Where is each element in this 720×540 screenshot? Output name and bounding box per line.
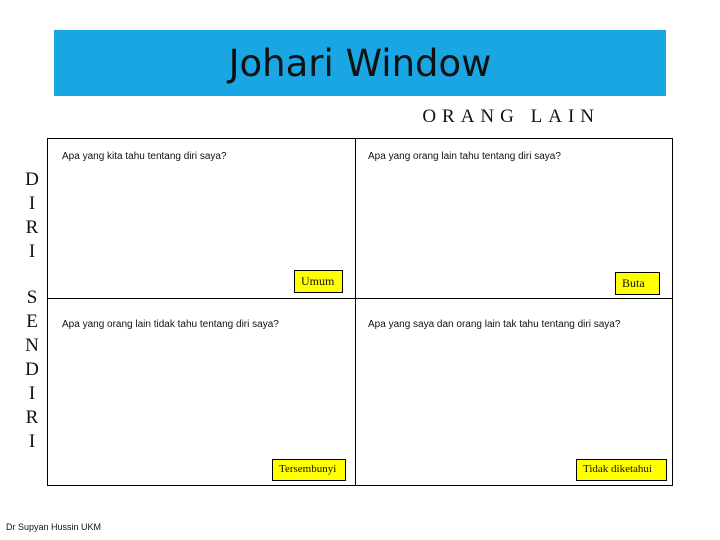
sendiri-letter: I <box>28 383 36 404</box>
diri-letter: R <box>25 217 39 238</box>
sendiri-letter: D <box>25 359 39 380</box>
johari-grid <box>47 138 673 486</box>
sendiri-letter: R <box>25 407 39 428</box>
diri-letter: I <box>28 193 36 214</box>
orang-lain-heading: ORANG LAIN <box>422 106 600 127</box>
vertical-divider <box>355 139 356 485</box>
sendiri-letter: S <box>26 287 38 308</box>
horizontal-divider <box>48 298 672 299</box>
label-tidak-diketahui: Tidak diketahui <box>576 459 667 481</box>
page-title: Johari Window <box>228 41 492 85</box>
sendiri-vertical-label <box>18 286 46 454</box>
label-tersembunyi: Tersembunyi <box>272 459 346 481</box>
sendiri-letter: N <box>25 335 39 356</box>
quadrant-bottom-left-question: Apa yang orang lain tidak tahu tentang diri saya? <box>62 319 279 330</box>
diri-letter: D <box>25 169 39 190</box>
label-umum: Umum <box>294 270 343 293</box>
diri-letter: I <box>28 241 36 262</box>
title-banner <box>54 30 666 96</box>
footer-credit: Dr Supyan Hussin UKM <box>6 522 102 532</box>
quadrant-top-left-question: Apa yang kita tahu tentang diri saya? <box>62 151 227 162</box>
sendiri-letter: I <box>28 431 36 452</box>
quadrant-top-right-question: Apa yang orang lain tahu tentang diri saya? <box>368 151 561 162</box>
quadrant-bottom-right-question: Apa yang saya dan orang lain tak tahu tentang diri saya? <box>368 319 621 330</box>
sendiri-letter: E <box>26 311 38 332</box>
diri-vertical-label <box>18 168 46 264</box>
label-buta: Buta <box>615 272 660 295</box>
